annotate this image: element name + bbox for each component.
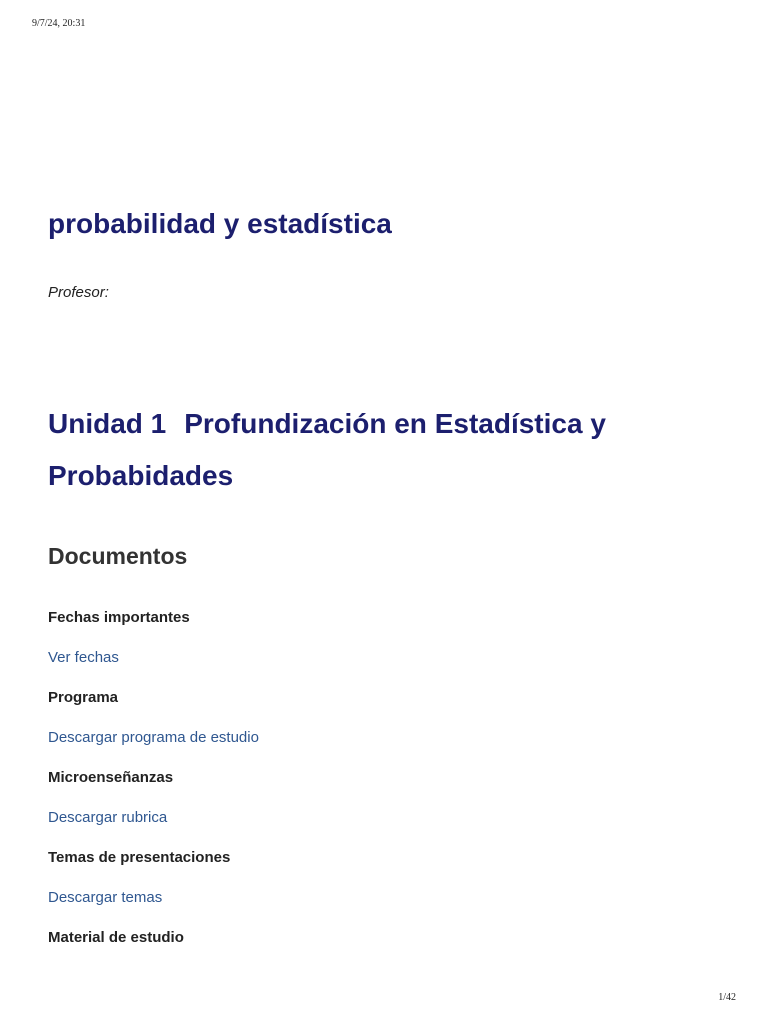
profesor-label: Profesor:	[48, 284, 109, 301]
page-number: 1/42	[718, 992, 736, 1003]
document-label-row	[48, 848, 259, 888]
unit-name: Profundización en Estadística y Probabidades	[48, 408, 606, 491]
print-timestamp: 9/7/24, 20:31	[32, 18, 86, 29]
document-label-row	[48, 608, 259, 648]
unit-heading	[48, 398, 738, 502]
document-label-row	[48, 768, 259, 808]
documents-heading: Documentos	[48, 543, 188, 569]
descargar-rubrica-link[interactable]: Descargar rubrica	[48, 809, 168, 826]
microensenanzas-label: Microenseñanzas	[48, 769, 174, 786]
material-estudio-label: Material de estudio	[48, 929, 184, 946]
fechas-label: Fechas importantes	[48, 609, 190, 626]
unit-number: Unidad 1	[48, 408, 167, 439]
document-label-row	[48, 688, 259, 728]
ver-fechas-link[interactable]: Ver fechas	[48, 649, 119, 666]
programa-label: Programa	[48, 689, 119, 706]
document-link-row	[48, 728, 259, 768]
descargar-programa-link[interactable]: Descargar programa de estudio	[48, 729, 259, 746]
document-label-row	[48, 928, 259, 968]
temas-presentaciones-label: Temas de presentaciones	[48, 849, 231, 866]
document-link-row	[48, 808, 259, 848]
course-title: probabilidad y estadística	[48, 208, 392, 239]
document-link-row	[48, 888, 259, 928]
descargar-temas-link[interactable]: Descargar temas	[48, 889, 163, 906]
documents-list	[48, 608, 259, 968]
document-link-row	[48, 648, 259, 688]
